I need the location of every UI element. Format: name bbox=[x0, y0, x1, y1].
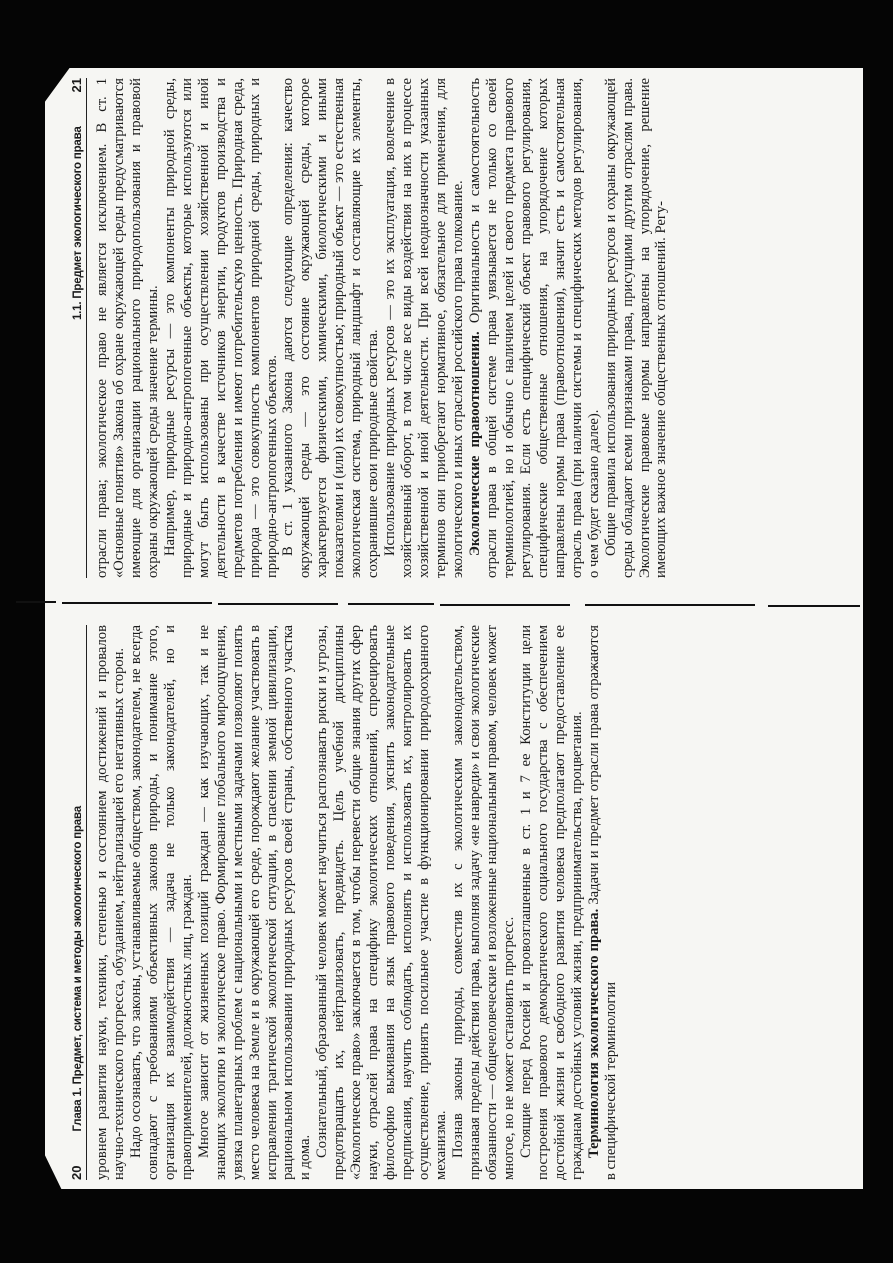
paragraph bbox=[382, 78, 467, 578]
paragraph bbox=[586, 625, 620, 1180]
paragraph bbox=[162, 78, 281, 578]
paragraph bbox=[128, 625, 196, 1180]
paragraph-text: Общие правила использования природных ресурсов и охраны окружающей среды обладают всеми признаками права, присущими другим отраслям права. Экологические правовые нормы направлены на упорядочение, решение имеющих важное значение общественных отношений. Регу- bbox=[602, 78, 670, 578]
page-number: 21 bbox=[69, 78, 84, 93]
paragraph-text: Надо осознавать, что законы, устанавливаемые обществом, законодателем, не всегда совпадают с требованиями объективных законов природы, и понимание этого, организация их взаимодействия — задача не только законодателей, но и правоприменителей, должностных лиц, граждан. bbox=[127, 625, 195, 1180]
paragraph-text: Познав законы природы, совместив их с экологическим законодательством, признавая пределы действия права, выполняя задачу «не навреди» и свои экологические обязанности — общечеловеческие и возложенные национальным правом, человек может многое, но не может остановить прогресс. bbox=[450, 625, 517, 1180]
paragraph bbox=[196, 625, 315, 1180]
page-header bbox=[62, 78, 87, 578]
paragraph bbox=[467, 78, 603, 578]
paragraph-text: Оригинальность и самостоятельность отрасли права в общей системе права увязывается не только со своей терминологией, но и обычно с наличием целей и своего предмета правового регулирования. Если есть специфический объект правового регулирования, специфические общественные отношения, на упорядочение которых направлены нормы права (правоотношения), значит есть и самостоятельная отрасль права (при наличии системы и специфических методов регулирования, о чем будет сказано далее). bbox=[466, 78, 602, 578]
paragraph-text: Сознательный, образованный человек может научиться распознавать риски и угрозы, предотвращать их, нейтрализовать, предвидеть. Цель учебной дисциплины «Экологическое право» заключается в том, чтобы перевести общие знания других сфер науки, отраслей права на специфику экологических отношений, спроецировать философию выживания на язык правового поведения, уяснить законодательные предписания, научить соблюдать, исполнять и использовать их, контролировать их осуществление, принять посильное участие в функционировании природоохранного механизма. bbox=[314, 625, 450, 1180]
paragraph-text: Использование природных ресурсов — это их эксплуатация, вовлечение в хозяйственный оборот, в том числе все виды воздействия на них в процессе хозяйственной и иной деятельности. При всей неоднозначности указанных терминов они приобретают нормативное, обязательное для применения, для экологического и иных отраслей российского права толкование. bbox=[382, 78, 467, 578]
running-head: Глава 1. Предмет, система и методы экологического права bbox=[72, 806, 84, 1132]
bold-lead-in: Экологические правоотношения. bbox=[466, 331, 483, 556]
paragraph bbox=[314, 625, 450, 1180]
book-binding-crease bbox=[0, 592, 893, 614]
paragraph bbox=[603, 78, 671, 578]
page-header bbox=[62, 625, 87, 1180]
paragraph-text: Многое зависит от жизненных позиций граждан — как изучающих, так и не знающих экологию и экологическое право. Формирование глобального мироощущения, увязка планетарных проблем с национальными и местными задачами позволяют понять место человека на Земле и в окружающей его среде, порождают желание участвовать в исправлении трагической экологической ситуации, в спасении земной цивилизации, рациональном использовании природных ресурсов своей страны, собственного участка и дома. bbox=[195, 625, 314, 1180]
page-number: 20 bbox=[69, 1165, 84, 1180]
paragraph bbox=[450, 625, 518, 1180]
bold-lead-in: Терминология экологического права. bbox=[585, 908, 602, 1158]
paragraph-text: Например, природные ресурсы — это компоненты природной среды, природные и природно-антропогенные объекты, которые используются или могут быть использованы при осуществлении хозяйственной и иной деятельности в качестве источников энергии, продуктов производства и предметов потребления и имеют потребительскую ценность. Природная среда, природа — это совокупность компонентов природной среды, природных и природно-антропогенных объектов. bbox=[161, 78, 280, 578]
running-head: 1.1. Предмет экологического права bbox=[72, 126, 84, 321]
paragraph bbox=[94, 625, 128, 1180]
page-20 bbox=[62, 625, 620, 1180]
paragraph bbox=[280, 78, 382, 578]
paragraph-text: Задачи и предмет отрасли права отражаются в специфической терминологии bbox=[585, 625, 619, 1180]
paragraph-text: В ст. 1 указанного Закона даются следующие определения: качество окружающей среды — это состояние окружающей среды, которое характеризуется физическими, химическими, биологическими и иными показателями и (или) их совокупностью; природный объект — это естественная экологическая система, природный ландшафт и составляющие их элементы, сохранившие свои природные свойства. bbox=[280, 78, 382, 578]
page-body bbox=[94, 78, 670, 578]
paragraph bbox=[94, 78, 162, 578]
paragraph-text: уровнем развития науки, техники, степенью и состоянием достижений и провалов научно-технического прогресса, обузданием, нейтрализацией его негативных сторон. bbox=[94, 625, 127, 1180]
paragraph bbox=[518, 625, 586, 1180]
paragraph-text: Стоящие перед Россией и провозглашенные в ст. 1 и 7 ее Конституции цели построения правового демократического социального государства с обеспечением достойной жизни и свободного развития человека предполагают предоставление ее гражданам достойных условий жизни, предпринимательства, процветания. bbox=[517, 625, 585, 1180]
page-21 bbox=[62, 78, 670, 578]
paragraph-text: отрасли права; экологическое право не является исключением. В ст. 1 «Основные понятия» Закона об охране окружающей среды предусматриваются имеющие для организации рационального природопользования и правовой охраны окружающей среды значение термины. bbox=[94, 78, 161, 578]
page-body bbox=[94, 625, 620, 1180]
